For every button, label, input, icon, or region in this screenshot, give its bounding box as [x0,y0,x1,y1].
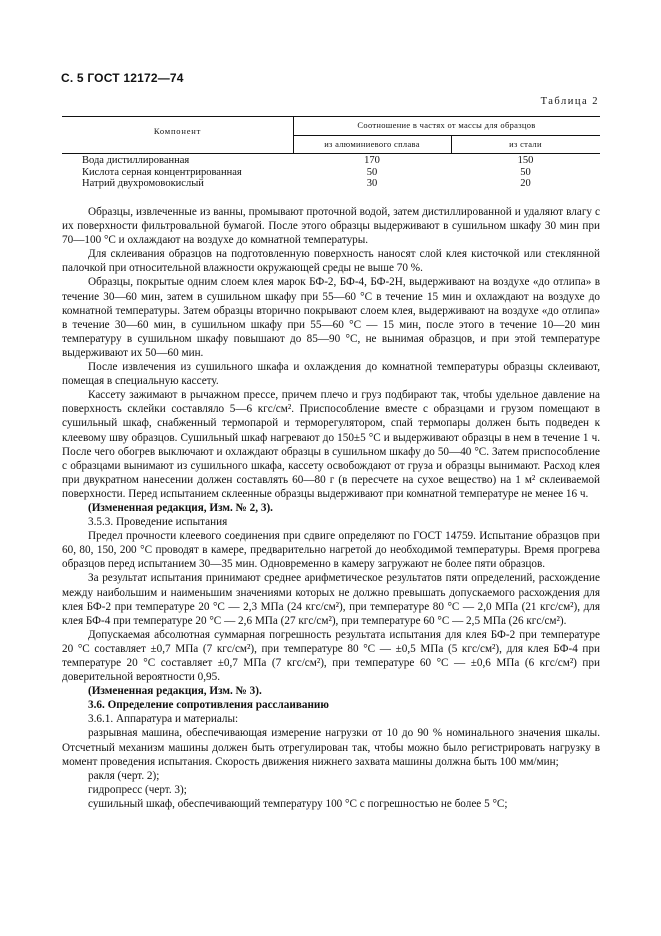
steel-value: 50 [520,166,531,178]
component-name: Вода дистиллированная [82,155,190,166]
amendment-note: (Измененная редакция, Изм. № 2, 3). [88,501,273,514]
table-label: Таблица 2 [540,96,599,107]
paragraph: Кассету зажимают в рычажном прессе, причем плечо и груз подбирают так, чтобы удельное давление на поверхность склейки составляло 5—6 кгс/см². Приспособление вместе с образцами и грузом помещают в сушильный шкаф, снабженный термопарой и терморегулятором, спай термопары должен быть подведен к клеевому шву образцов. Сушильный шкаф нагревают до 150±5 °С и выдерживают образцы в нем в течение 1 ч. После чего обогрев выключают и охлаждают образцы в сушильном шкафу до 50—40 °С. Затем приспособление с образцами вынимают из сушильного шкафа, кассету освобождают от груза и образцы вынимают. Расход клея при двукратном нанесении должен составлять 60—80 г (в пересчете на сухое вещество) на 1 м² склеиваемой поверхности. Перед испытанием склеенные образцы выдерживают при комнатной температуре не менее 16 ч. [62,389,600,500]
section-heading: 3.5.3. Проведение испытания [88,516,228,529]
paragraph: Для склеивания образцов на подготовленную поверхность наносят слой клея кисточкой или стеклянной палочкой при относительной влажности окружающей среды не выше 70 %. [62,248,600,275]
ratio-group-header: Соотношение в частях от массы для образцов [357,120,536,130]
amendment-note: (Измененная редакция, Изм. № 3). [88,685,262,698]
section-heading: 3.6. Определение сопротивления расслаиванию [88,699,329,712]
paragraph: За результат испытания принимают среднее арифметическое результатов пяти определений, расхождение между наибольшим и наименьшим значениями которых не должно превышать допускаемого расхождения для клея БФ-2 при температуре 20 °С — 2,3 МПа (24 кгс/см²), при температуре 80 °С — 2,0 МПа (21 кгс/см²), для клея БФ-4 при температуре 20 °С — 2,6 МПа (27 кгс/см²), при температуре 60 °С — 2,5 МПа (26 кгс/см²). [62,572,600,627]
table-row [62,155,600,167]
aluminum-value: 50 [366,166,378,178]
aluminum-header: из алюминиевого сплава [324,139,420,149]
page-header: С. 5 ГОСТ 12172—74 [61,71,184,85]
component-name: Натрий двухромовокислый [82,178,204,189]
subsection-heading: 3.6.1. Аппаратура и материалы: [88,713,239,726]
list-item: сушильный шкаф, обеспечивающий температуру 100 °С с погрешностью не более 5 °С; [88,797,508,810]
paragraph: Предел прочности клеевого соединения при сдвиге определяют по ГОСТ 14759. Испытание образцов при 60, 80, 150, 200 °С проводят в камере, предварительно нагретой до необходимой температуры. Время прогрева образцов перед испытанием 30—35 мин. Одновременно в камеру загружают не более пяти образцов. [62,530,600,571]
table-header-rule [62,153,600,154]
table-top-rule [62,116,600,117]
body-text [62,205,600,811]
component-header: Компонент [153,126,202,136]
aluminum-value: 170 [364,155,380,166]
paragraph: разрывная машина, обеспечивающая измерение нагрузки от 10 до 90 % номинального значения шкалы. Отсчетный механизм машины должен быть отрегулирован так, чтобы можно было регистрировать нагрузку в момент проведения испытания. Скорость движения нижнего захвата машины должна быть 100 мм/мин; [62,727,600,768]
steel-value: 20 [520,178,531,189]
paragraph: Образцы, извлеченные из ванны, промывают проточной водой, затем дистиллированной и удаляют влагу с их поверхности фильтровальной бумагой. После этого образцы выдерживают в сушильном шкафу 30 мин при 70—100 °С и охлаждают на воздухе до комнатной температуры. [62,206,600,247]
paragraph: Образцы, покрытые одним слоем клея марок БФ-2, БФ-4, БФ-2Н, выдерживают на воздухе «до отлипа» в течение 30—60 мин, затем в сушильном шкафу при 55—60 °С в течение 15 мин и охлаждают на воздухе до комнатной температуры. Затем образцы вторично покрывают слоем клея, выдерживают на воздухе «до отлипа» в течение 30—60 мин, в сушильном шкафу при 55—60 °С — 15 мин, после этого в течение 10—20 мин температуру в сушильном шкафу повышают до 85—90 °С, не вынимая образцов, и при этой температуре выдерживают их 50—60 мин. [62,276,600,359]
table-row [62,178,600,190]
steel-header: из стали [509,139,542,149]
table-row [62,167,600,179]
component-name: Кислота серная концентрированная [82,166,242,178]
table-body [62,155,600,190]
steel-value: 150 [517,155,534,166]
table-subheader-rule [293,135,600,136]
list-item: ракля (черт. 2); [88,769,160,782]
list-item: гидропресс (черт. 3); [88,783,187,796]
aluminum-value: 30 [366,178,378,189]
paragraph: После извлечения из сушильного шкафа и охлаждения до комнатной температуры образцы склеивают, помещая в специальную кассету. [62,361,600,388]
paragraph: Допускаемая абсолютная суммарная погрешность результата испытания для клея БФ-2 при температуре 20 °С составляет ±0,7 МПа (7 кгс/см²), при температуре 80 °С — ±0,5 МПа (5 кгс/см²), для клея БФ-4 при температуре 20 °С составляет ±0,7 МПа (7 кгс/см²), при температуре 60 °С — ±0,6 МПа (6 кгс/см²) при доверительной вероятности 0,95. [62,628,600,684]
